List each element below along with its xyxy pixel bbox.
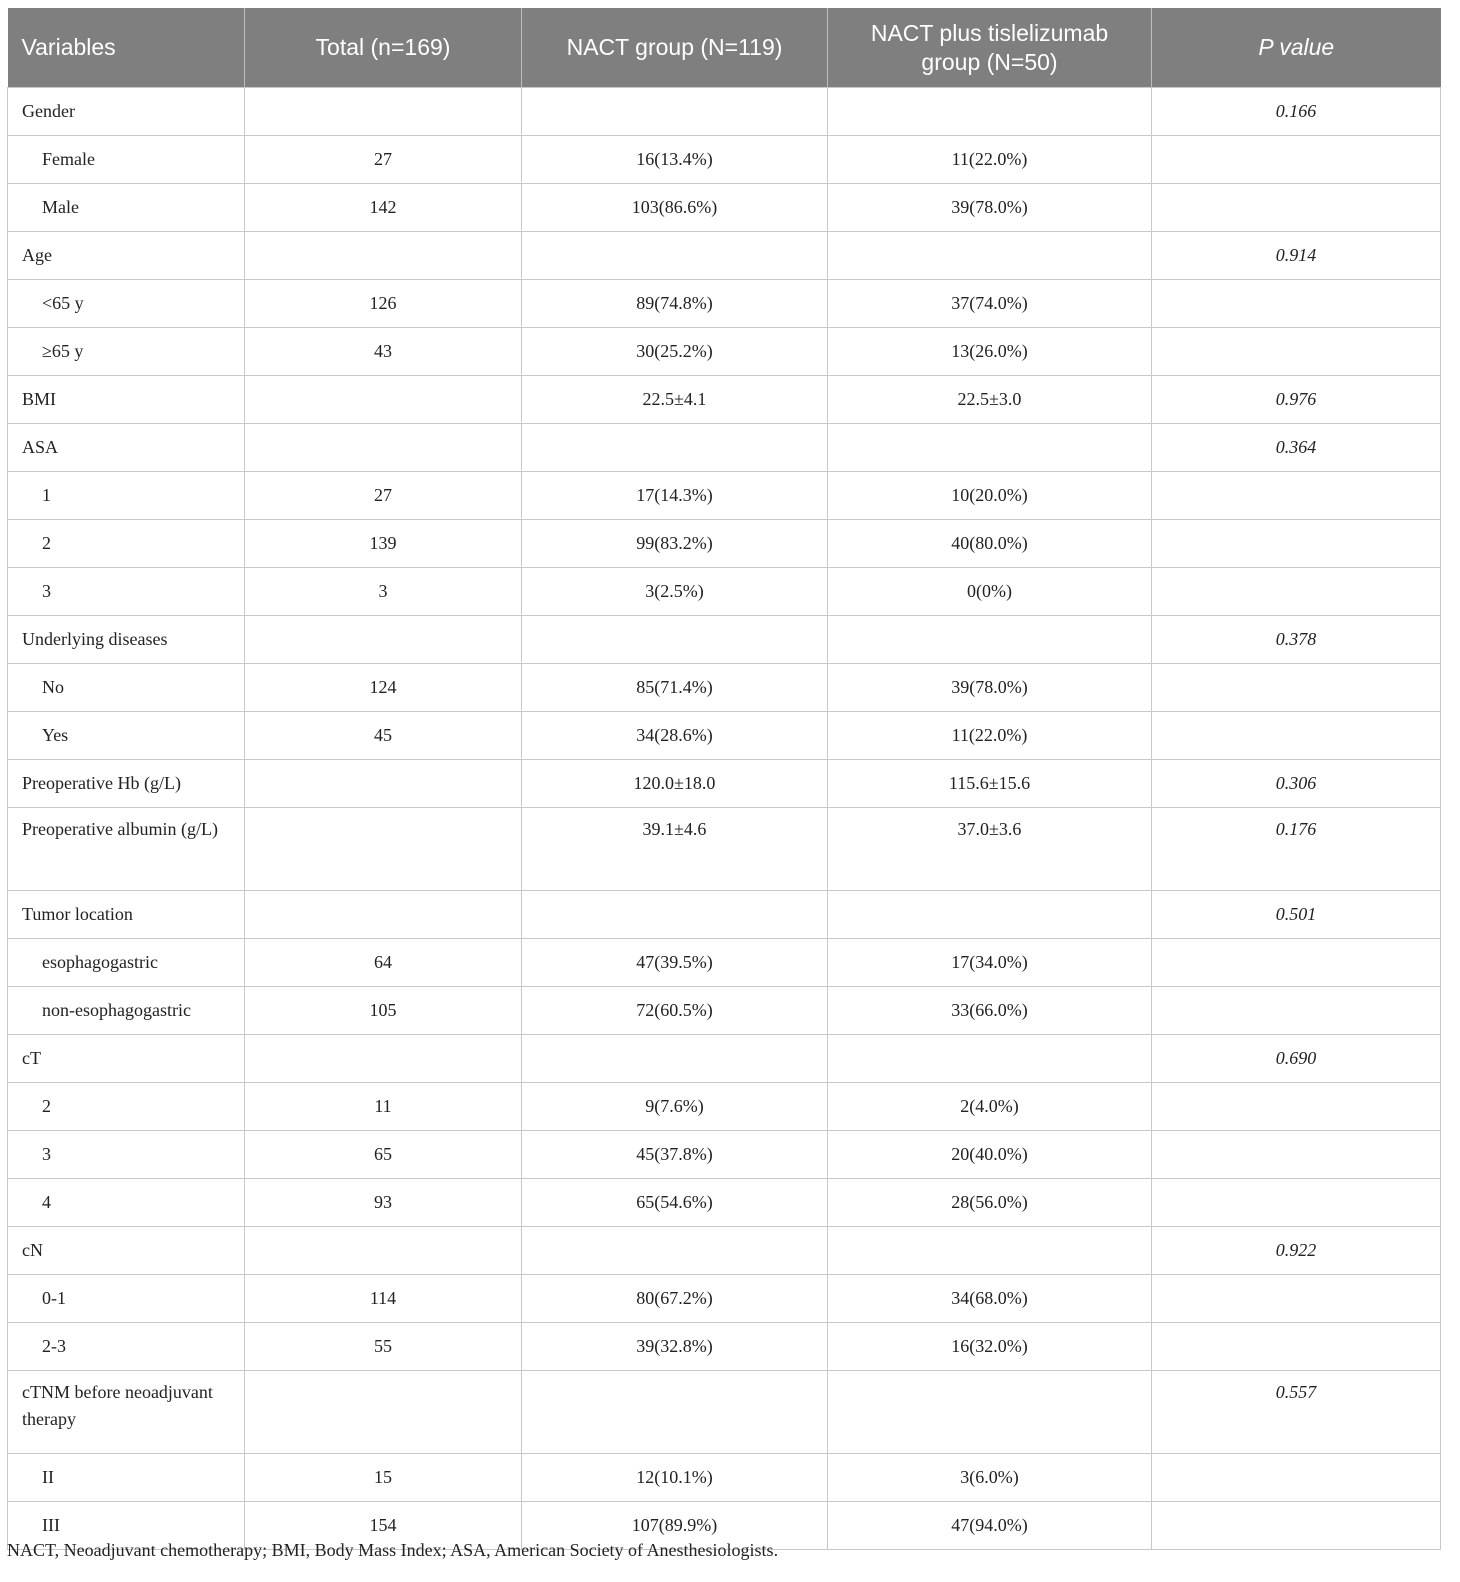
nact-plus-tislelizumab-cell [828, 1371, 1152, 1454]
total-cell [245, 1371, 522, 1454]
total-cell: 93 [245, 1179, 522, 1227]
p-value-cell [1152, 1502, 1441, 1550]
nact-cell [522, 88, 828, 136]
table-row-subcategory [8, 184, 1441, 232]
nact-cell: 99(83.2%) [522, 520, 828, 568]
header-nact-group: NACT group (N=119) [522, 8, 828, 88]
p-value-cell: 0.690 [1152, 1035, 1441, 1083]
nact-plus-tislelizumab-cell: 17(34.0%) [828, 939, 1152, 987]
variable-cell: Underlying diseases [8, 616, 245, 664]
nact-cell: 16(13.4%) [522, 136, 828, 184]
p-value-cell [1152, 136, 1441, 184]
table-row-subcategory [8, 472, 1441, 520]
table-row-variable [8, 616, 1441, 664]
table-row-variable [8, 1227, 1441, 1275]
table-row-variable [8, 891, 1441, 939]
table-row-subcategory [8, 520, 1441, 568]
variable-cell: non-esophagogastric [8, 987, 245, 1035]
total-cell: 154 [245, 1502, 522, 1550]
variable-cell: cT [8, 1035, 245, 1083]
nact-cell [522, 424, 828, 472]
total-cell [245, 891, 522, 939]
table-row-subcategory [8, 328, 1441, 376]
variable-cell: 2-3 [8, 1323, 245, 1371]
nact-cell [522, 1371, 828, 1454]
total-cell: 15 [245, 1454, 522, 1502]
table-row-subcategory [8, 664, 1441, 712]
p-value-cell: 0.364 [1152, 424, 1441, 472]
variable-cell: cTNM before neoadjuvant therapy [8, 1371, 245, 1454]
total-cell: 65 [245, 1131, 522, 1179]
p-value-cell [1152, 664, 1441, 712]
nact-cell: 89(74.8%) [522, 280, 828, 328]
variable-cell: Male [8, 184, 245, 232]
nact-cell: 120.0±18.0 [522, 760, 828, 808]
p-value-cell: 0.914 [1152, 232, 1441, 280]
nact-plus-tislelizumab-cell: 34(68.0%) [828, 1275, 1152, 1323]
total-cell [245, 760, 522, 808]
nact-cell: 107(89.9%) [522, 1502, 828, 1550]
total-cell: 114 [245, 1275, 522, 1323]
p-value-cell: 0.557 [1152, 1371, 1441, 1454]
nact-plus-tislelizumab-cell: 10(20.0%) [828, 472, 1152, 520]
nact-plus-tislelizumab-cell: 115.6±15.6 [828, 760, 1152, 808]
p-value-cell: 0.922 [1152, 1227, 1441, 1275]
total-cell: 27 [245, 472, 522, 520]
nact-cell: 22.5±4.1 [522, 376, 828, 424]
header-row [8, 8, 1441, 88]
nact-plus-tislelizumab-cell [828, 616, 1152, 664]
variable-cell: Female [8, 136, 245, 184]
total-cell [245, 88, 522, 136]
table-row-subcategory [8, 1323, 1441, 1371]
p-value-cell: 0.306 [1152, 760, 1441, 808]
variable-cell: 3 [8, 1131, 245, 1179]
nact-cell [522, 616, 828, 664]
nact-plus-tislelizumab-cell: 22.5±3.0 [828, 376, 1152, 424]
nact-plus-tislelizumab-cell: 11(22.0%) [828, 136, 1152, 184]
nact-plus-tislelizumab-cell [828, 1035, 1152, 1083]
nact-cell: 72(60.5%) [522, 987, 828, 1035]
total-cell [245, 424, 522, 472]
total-cell: 45 [245, 712, 522, 760]
nact-cell: 65(54.6%) [522, 1179, 828, 1227]
p-value-cell [1152, 520, 1441, 568]
variable-cell: 4 [8, 1179, 245, 1227]
table-row-variable [8, 1035, 1441, 1083]
p-value-cell [1152, 712, 1441, 760]
table-body [8, 88, 1441, 1550]
total-cell [245, 808, 522, 891]
total-cell [245, 616, 522, 664]
table-row-variable [8, 760, 1441, 808]
total-cell [245, 1227, 522, 1275]
nact-cell: 17(14.3%) [522, 472, 828, 520]
header-p-value: P value [1152, 8, 1441, 88]
baseline-characteristics-table-container [7, 8, 1440, 1550]
nact-plus-tislelizumab-cell: 28(56.0%) [828, 1179, 1152, 1227]
p-value-cell [1152, 1083, 1441, 1131]
total-cell: 55 [245, 1323, 522, 1371]
total-cell: 43 [245, 328, 522, 376]
table-row-subcategory [8, 568, 1441, 616]
total-cell [245, 376, 522, 424]
nact-cell: 39.1±4.6 [522, 808, 828, 891]
variable-cell: No [8, 664, 245, 712]
variable-cell: cN [8, 1227, 245, 1275]
nact-plus-tislelizumab-cell [828, 232, 1152, 280]
nact-cell: 12(10.1%) [522, 1454, 828, 1502]
nact-cell [522, 891, 828, 939]
p-value-cell [1152, 184, 1441, 232]
table-row-subcategory [8, 712, 1441, 760]
variable-cell: III [8, 1502, 245, 1550]
nact-plus-tislelizumab-cell: 0(0%) [828, 568, 1152, 616]
nact-plus-tislelizumab-cell: 11(22.0%) [828, 712, 1152, 760]
p-value-cell [1152, 280, 1441, 328]
nact-cell: 34(28.6%) [522, 712, 828, 760]
table-row-subcategory [8, 1131, 1441, 1179]
variable-cell: Preoperative Hb (g/L) [8, 760, 245, 808]
p-value-cell: 0.166 [1152, 88, 1441, 136]
variable-cell: Yes [8, 712, 245, 760]
p-value-cell [1152, 987, 1441, 1035]
table-row-variable [8, 376, 1441, 424]
header-variables: Variables [8, 8, 245, 88]
table-row-variable [8, 88, 1441, 136]
nact-plus-tislelizumab-cell: 13(26.0%) [828, 328, 1152, 376]
nact-cell: 85(71.4%) [522, 664, 828, 712]
total-cell: 64 [245, 939, 522, 987]
variable-cell: Tumor location [8, 891, 245, 939]
p-value-cell [1152, 1179, 1441, 1227]
nact-cell [522, 1035, 828, 1083]
table-row-subcategory [8, 1454, 1441, 1502]
table-row-variable [8, 808, 1441, 891]
table-row-subcategory [8, 280, 1441, 328]
variable-cell: 1 [8, 472, 245, 520]
total-cell: 126 [245, 280, 522, 328]
nact-cell: 80(67.2%) [522, 1275, 828, 1323]
nact-plus-tislelizumab-cell: 33(66.0%) [828, 987, 1152, 1035]
table-row-subcategory [8, 1083, 1441, 1131]
table-row-variable [8, 424, 1441, 472]
nact-plus-tislelizumab-cell [828, 88, 1152, 136]
table-row-variable [8, 232, 1441, 280]
p-value-cell: 0.501 [1152, 891, 1441, 939]
baseline-characteristics-table [7, 8, 1441, 1550]
total-cell: 27 [245, 136, 522, 184]
p-value-cell [1152, 328, 1441, 376]
total-cell: 139 [245, 520, 522, 568]
nact-plus-tislelizumab-cell: 16(32.0%) [828, 1323, 1152, 1371]
variable-cell: ASA [8, 424, 245, 472]
variable-cell: 0-1 [8, 1275, 245, 1323]
nact-plus-tislelizumab-cell: 37.0±3.6 [828, 808, 1152, 891]
nact-cell: 47(39.5%) [522, 939, 828, 987]
nact-cell: 3(2.5%) [522, 568, 828, 616]
total-cell: 142 [245, 184, 522, 232]
total-cell: 124 [245, 664, 522, 712]
variable-cell: <65 y [8, 280, 245, 328]
table-row-subcategory [8, 136, 1441, 184]
nact-plus-tislelizumab-cell: 20(40.0%) [828, 1131, 1152, 1179]
variable-cell: 2 [8, 520, 245, 568]
nact-cell: 39(32.8%) [522, 1323, 828, 1371]
nact-cell: 103(86.6%) [522, 184, 828, 232]
table-row-subcategory [8, 1275, 1441, 1323]
total-cell: 11 [245, 1083, 522, 1131]
table-row-subcategory [8, 939, 1441, 987]
table-header [8, 8, 1441, 88]
total-cell [245, 1035, 522, 1083]
variable-cell: II [8, 1454, 245, 1502]
p-value-cell [1152, 1275, 1441, 1323]
table-row-variable [8, 1371, 1441, 1454]
nact-plus-tislelizumab-cell: 39(78.0%) [828, 664, 1152, 712]
nact-cell [522, 232, 828, 280]
nact-plus-tislelizumab-cell [828, 891, 1152, 939]
nact-plus-tislelizumab-cell: 3(6.0%) [828, 1454, 1152, 1502]
p-value-cell [1152, 472, 1441, 520]
nact-plus-tislelizumab-cell: 40(80.0%) [828, 520, 1152, 568]
nact-plus-tislelizumab-cell [828, 424, 1152, 472]
nact-plus-tislelizumab-cell: 47(94.0%) [828, 1502, 1152, 1550]
p-value-cell [1152, 1323, 1441, 1371]
nact-plus-tislelizumab-cell [828, 1227, 1152, 1275]
nact-cell [522, 1227, 828, 1275]
nact-cell: 9(7.6%) [522, 1083, 828, 1131]
nact-plus-tislelizumab-cell: 2(4.0%) [828, 1083, 1152, 1131]
p-value-cell [1152, 1131, 1441, 1179]
p-value-cell: 0.176 [1152, 808, 1441, 891]
variable-cell: Age [8, 232, 245, 280]
total-cell [245, 232, 522, 280]
variable-cell: BMI [8, 376, 245, 424]
nact-cell: 30(25.2%) [522, 328, 828, 376]
variable-cell: ≥65 y [8, 328, 245, 376]
total-cell: 3 [245, 568, 522, 616]
nact-plus-tislelizumab-cell: 39(78.0%) [828, 184, 1152, 232]
variable-cell: Preoperative albumin (g/L) [8, 808, 245, 891]
table-row-subcategory [8, 987, 1441, 1035]
p-value-cell [1152, 568, 1441, 616]
p-value-cell: 0.378 [1152, 616, 1441, 664]
p-value-cell: 0.976 [1152, 376, 1441, 424]
header-nact-plus-tislelizumab-group: NACT plus tislelizumab group (N=50) [828, 8, 1152, 88]
total-cell: 105 [245, 987, 522, 1035]
variable-cell: 2 [8, 1083, 245, 1131]
variable-cell: Gender [8, 88, 245, 136]
p-value-cell [1152, 1454, 1441, 1502]
header-total: Total (n=169) [245, 8, 522, 88]
p-value-cell [1152, 939, 1441, 987]
table-footnote: NACT, Neoadjuvant chemotherapy; BMI, Body Mass Index; ASA, American Society of Anesthesiologists. [7, 1540, 779, 1560]
nact-plus-tislelizumab-cell: 37(74.0%) [828, 280, 1152, 328]
table-row-subcategory [8, 1179, 1441, 1227]
variable-cell: esophagogastric [8, 939, 245, 987]
variable-cell: 3 [8, 568, 245, 616]
nact-cell: 45(37.8%) [522, 1131, 828, 1179]
